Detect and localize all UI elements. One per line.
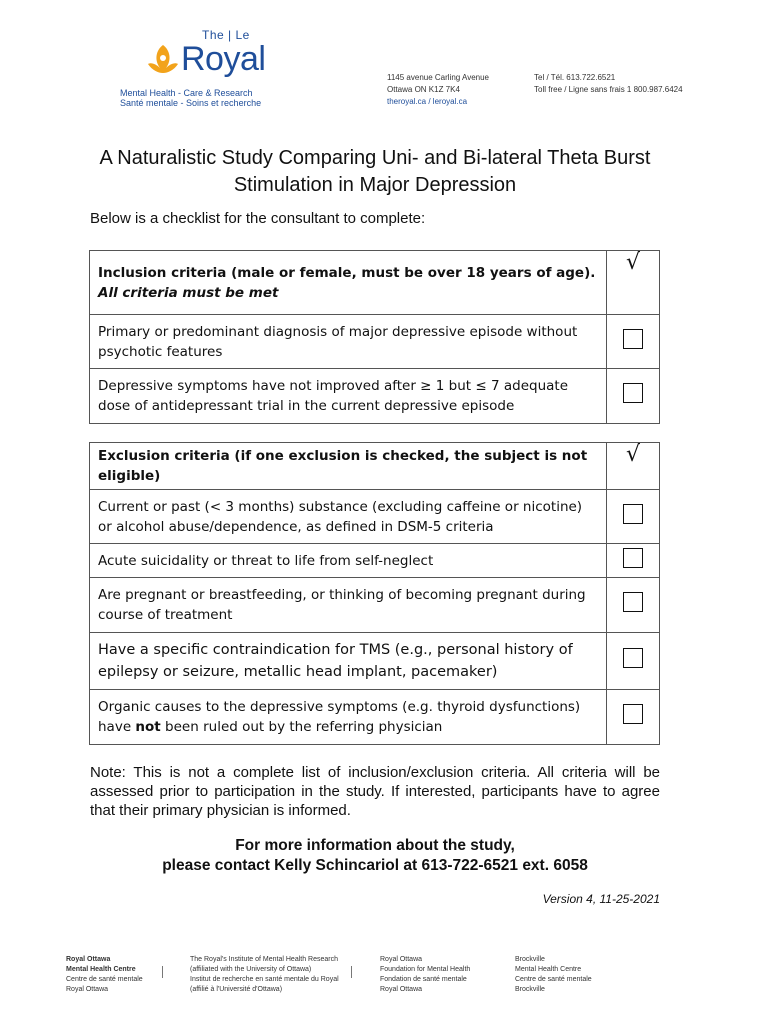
contact-line: For more information about the study, <box>235 837 515 854</box>
criterion-text: Current or past (< 3 months) substance (excluding caffeine or nicotine) or alcohol abuse/dependence, as defined in DSM-5 criteria <box>90 490 607 544</box>
checkbox-cell <box>607 578 660 633</box>
checkmark-icon: √ <box>625 442 641 467</box>
title-line: Stimulation in Major Depression <box>233 174 517 196</box>
checkbox[interactable] <box>623 329 643 349</box>
footer-line: Mental Health Centre <box>66 966 136 973</box>
criterion-emphasis: not <box>135 719 161 735</box>
note-text: Note: This is not a complete list of inclusion/exclusion criteria. All criteria will be assessed prior to participation in the study. If interested, participants have to agree that their primary physician is informed. <box>90 764 660 819</box>
table-row <box>90 578 660 633</box>
logo-thele: The | Le <box>202 28 250 42</box>
royal-logo-icon <box>146 42 180 76</box>
phone-line: Toll free / Ligne sans frais 1 800.987.6424 <box>534 85 683 94</box>
table-row <box>90 544 660 578</box>
website-link[interactable]: theroyal.ca / leroyal.ca <box>387 97 468 106</box>
footer-line: Mental Health Centre <box>515 966 582 973</box>
version-label: Version 4, 11-25-2021 <box>542 892 660 906</box>
footer-divider <box>351 966 352 978</box>
document-title <box>80 145 670 199</box>
checkmark-icon: √ <box>625 250 641 275</box>
inclusion-tick-cell <box>607 251 660 315</box>
criterion-text: Acute suicidality or threat to life from self-neglect <box>90 544 607 578</box>
exclusion-header: Exclusion criteria (if one exclusion is checked, the subject is not eligible) <box>90 443 607 490</box>
footer-divider <box>162 966 163 978</box>
exclusion-table <box>89 442 660 745</box>
checkbox-cell <box>607 315 660 369</box>
logo-royal: Royal <box>181 40 266 78</box>
footer-line: Foundation for Mental Health <box>380 966 471 973</box>
inclusion-header: Inclusion criteria (male or female, must be over 18 years of age). <box>98 264 596 281</box>
footer-line: Royal Ottawa <box>380 986 423 993</box>
checkbox[interactable] <box>623 383 643 403</box>
address-line: Ottawa ON K1Z 7K4 <box>387 85 460 94</box>
intro-text: Below is a checklist for the consultant to complete: <box>90 210 426 227</box>
checkbox-cell <box>607 690 660 745</box>
logo-subtitle-en: Mental Health - Care & Research <box>120 88 253 98</box>
title-line: A Naturalistic Study Comparing Uni- and Bi-lateral Theta Burst <box>99 147 651 169</box>
checkbox-cell <box>607 544 660 578</box>
inclusion-header-cell <box>90 251 607 315</box>
footer-line: Brockville <box>515 986 545 993</box>
footer-line: Institut de recherche en santé mentale du Royal <box>190 976 339 983</box>
criterion-text: Are pregnant or breastfeeding, or thinking of becoming pregnant during course of treatment <box>90 578 607 633</box>
footer-column <box>190 955 339 995</box>
inclusion-table <box>89 250 660 424</box>
footer-line: Centre de santé mentale <box>66 976 143 983</box>
inclusion-header-row <box>90 251 660 315</box>
contact-info <box>90 836 660 876</box>
footer-line: (affiliated with the University of Ottawa) <box>190 966 312 973</box>
table-row <box>90 315 660 369</box>
criterion-text-part: Organic causes to the depressive symptoms (e.g. thyroid dysfunctions) have <box>98 699 581 735</box>
footer-line: Royal Ottawa <box>66 986 109 993</box>
footer-column <box>515 955 592 995</box>
checkbox[interactable] <box>623 548 643 568</box>
contact-line: please contact Kelly Schincariol at 613-722-6521 ext. 6058 <box>162 857 588 874</box>
address-line: 1145 avenue Carling Avenue <box>387 73 490 82</box>
table-row <box>90 690 660 745</box>
table-row <box>90 633 660 690</box>
checkbox[interactable] <box>623 592 643 612</box>
criterion-text-part: been ruled out by the referring physician <box>160 719 443 735</box>
footer-line: (affilié à l'Université d'Ottawa) <box>190 986 283 993</box>
checkbox-cell <box>607 633 660 690</box>
footer-line: Brockville <box>515 956 545 963</box>
exclusion-tick-cell <box>607 443 660 490</box>
phone-line: Tel / Tél. 613.722.6521 <box>534 73 616 82</box>
exclusion-header-row <box>90 443 660 490</box>
criterion-text <box>90 690 607 745</box>
checkbox[interactable] <box>623 648 643 668</box>
footer-line: Royal Ottawa <box>66 956 111 963</box>
logo-subtitle-fr: Santé mentale - Soins et recherche <box>120 98 262 108</box>
criterion-text: Depressive symptoms have not improved after ≥ 1 but ≤ 7 adequate dose of antidepressant trial in the current depressive episode <box>90 369 607 424</box>
phone-block <box>534 72 683 96</box>
footer-line: Fondation de santé mentale <box>380 976 467 983</box>
checkbox[interactable] <box>623 704 643 724</box>
table-row <box>90 490 660 544</box>
checkbox-cell <box>607 490 660 544</box>
footer-column <box>66 955 143 995</box>
footer-line: The Royal's Institute of Mental Health Research <box>190 956 339 963</box>
address-block <box>387 72 489 108</box>
checkbox-cell <box>607 369 660 424</box>
checkbox[interactable] <box>623 504 643 524</box>
table-row <box>90 369 660 424</box>
royal-logo <box>120 28 296 114</box>
criterion-text: Have a specific contraindication for TMS (e.g., personal history of epilepsy or seizure, metallic head implant, pacemaker) <box>90 633 607 690</box>
criterion-text: Primary or predominant diagnosis of major depressive episode without psychotic features <box>90 315 607 369</box>
inclusion-subheader: All criteria must be met <box>98 284 279 301</box>
footer-column <box>380 955 470 995</box>
footer-line: Royal Ottawa <box>380 956 423 963</box>
footer-line: Centre de santé mentale <box>515 976 592 983</box>
